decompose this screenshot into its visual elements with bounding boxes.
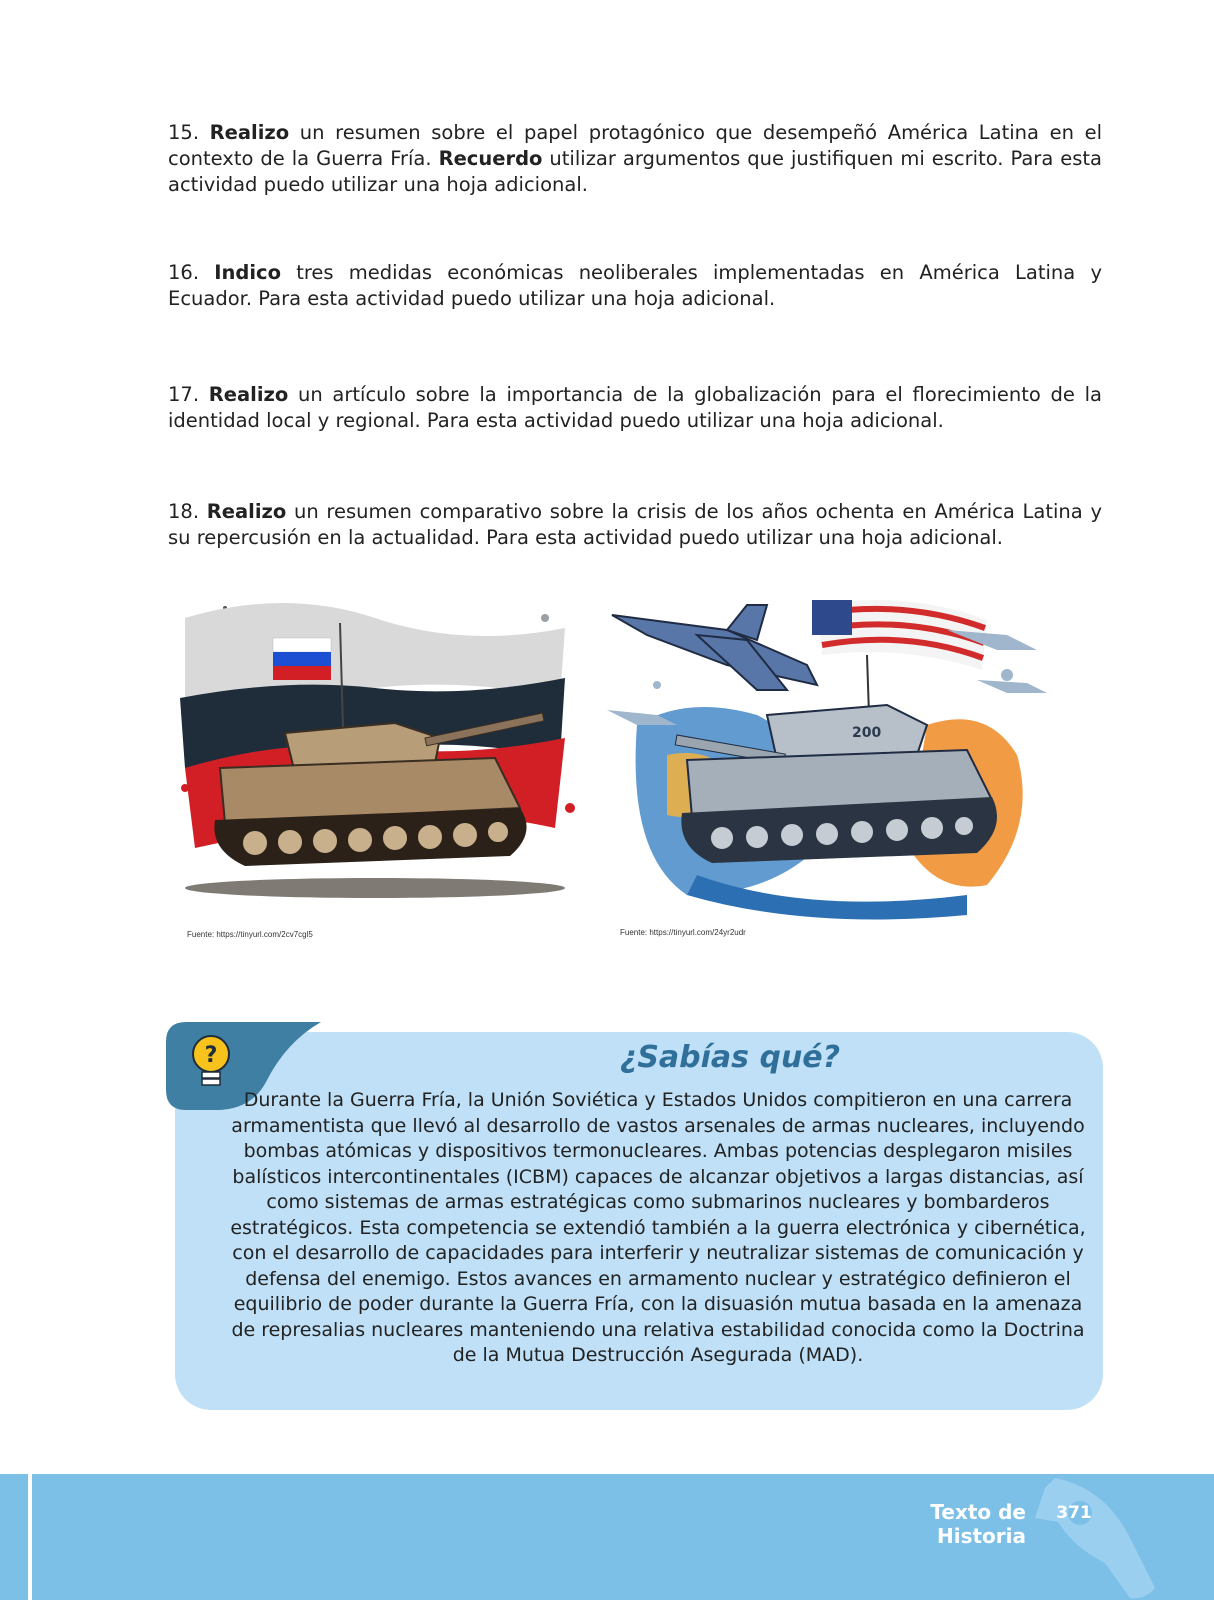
footer-bar bbox=[0, 1474, 1214, 1600]
activity-16 bbox=[168, 260, 1102, 312]
activity-number: 17. bbox=[168, 383, 200, 406]
activity-text: tres medidas económicas neoliberales implementadas en América Latina y Ecuador. Para esta actividad puedo utilizar una hoja adicional. bbox=[168, 261, 1102, 310]
image-caption-right: Fuente: https://tinyurl.com/24yr2udr bbox=[620, 928, 746, 937]
activity-text-2: utilizar argumentos que justifiquen mi escrito. Para esta actividad puedo utilizar una hoja adicional. bbox=[168, 147, 1103, 196]
tank-label: 200 bbox=[852, 725, 882, 741]
activity-number: 16. bbox=[168, 261, 200, 284]
did-you-know-title: ¿Sabías qué? bbox=[619, 1040, 841, 1075]
activity-verb-2: Recuerdo bbox=[438, 147, 543, 170]
activity-number: 15. bbox=[168, 121, 200, 144]
footer-book-title: Texto de Historia bbox=[930, 1500, 1026, 1548]
activity-verb: Indico bbox=[214, 261, 281, 284]
activity-text: un resumen sobre el papel protagónico que desempeñó América Latina en el contexto de la Guerra Fría. bbox=[168, 121, 1102, 170]
activity-verb: Realizo bbox=[208, 383, 289, 406]
activity-text: un artículo sobre la importancia de la globalización para el florecimiento de la identidad local y regional. Para esta actividad puedo utilizar una hoja adicional. bbox=[168, 383, 1103, 432]
activity-verb: Realizo bbox=[206, 500, 287, 523]
activity-18 bbox=[168, 499, 1102, 551]
activity-17 bbox=[168, 382, 1102, 434]
activity-15 bbox=[168, 120, 1102, 198]
illustration-russian-tank bbox=[165, 588, 585, 918]
image-caption-left: Fuente: https://tinyurl.com/2cv7cgl5 bbox=[187, 930, 313, 939]
lightbulb-question-mark: ? bbox=[204, 1043, 218, 1068]
us-tank-drawing bbox=[607, 595, 1047, 930]
activity-number: 18. bbox=[168, 500, 200, 523]
page-number: 371 bbox=[1056, 1503, 1092, 1523]
did-you-know-text: Durante la Guerra Fría, la Unión Soviética y Estados Unidos compitieron en una carrera armamentista que llevó al desarrollo de vastos arsenales de armas nucleares, incluyendo bombas atómicas y dispositivos termonucleares. Ambas potencias desplegaron misiles balísticos intercontinentales (ICBM) capaces de alcanzar objetivos a largas distancias, así como sistemas de armas estratégicas como submarinos nucleares y bombarderos estratégicos. Esta competencia se extendió también a la guerra electrónica y cibernética, con el desarrollo de capacidades para interferir y neutralizar sistemas de comunicación y defensa del enemigo. Estos avances en armamento nuclear y estratégico definieron el equilibrio de poder durante la Guerra Fría, con la disuasión mutua basada en la amenaza de represalias nucleares manteniendo una relativa estabilidad conocida como la Doctrina de la Mutua Destrucción Asegurada (MAD). bbox=[230, 1089, 1086, 1366]
activity-text: un resumen comparativo sobre la crisis de los años ochenta en América Latina y su repercusión en la actualidad. Para esta actividad puedo utilizar una hoja adicional. bbox=[168, 500, 1102, 549]
rocket-icon bbox=[1035, 1478, 1185, 1600]
activity-verb: Realizo bbox=[209, 121, 290, 144]
footer-divider bbox=[28, 1474, 32, 1600]
russian-tank-drawing bbox=[165, 588, 585, 918]
illustration-us-tank bbox=[607, 595, 1047, 930]
